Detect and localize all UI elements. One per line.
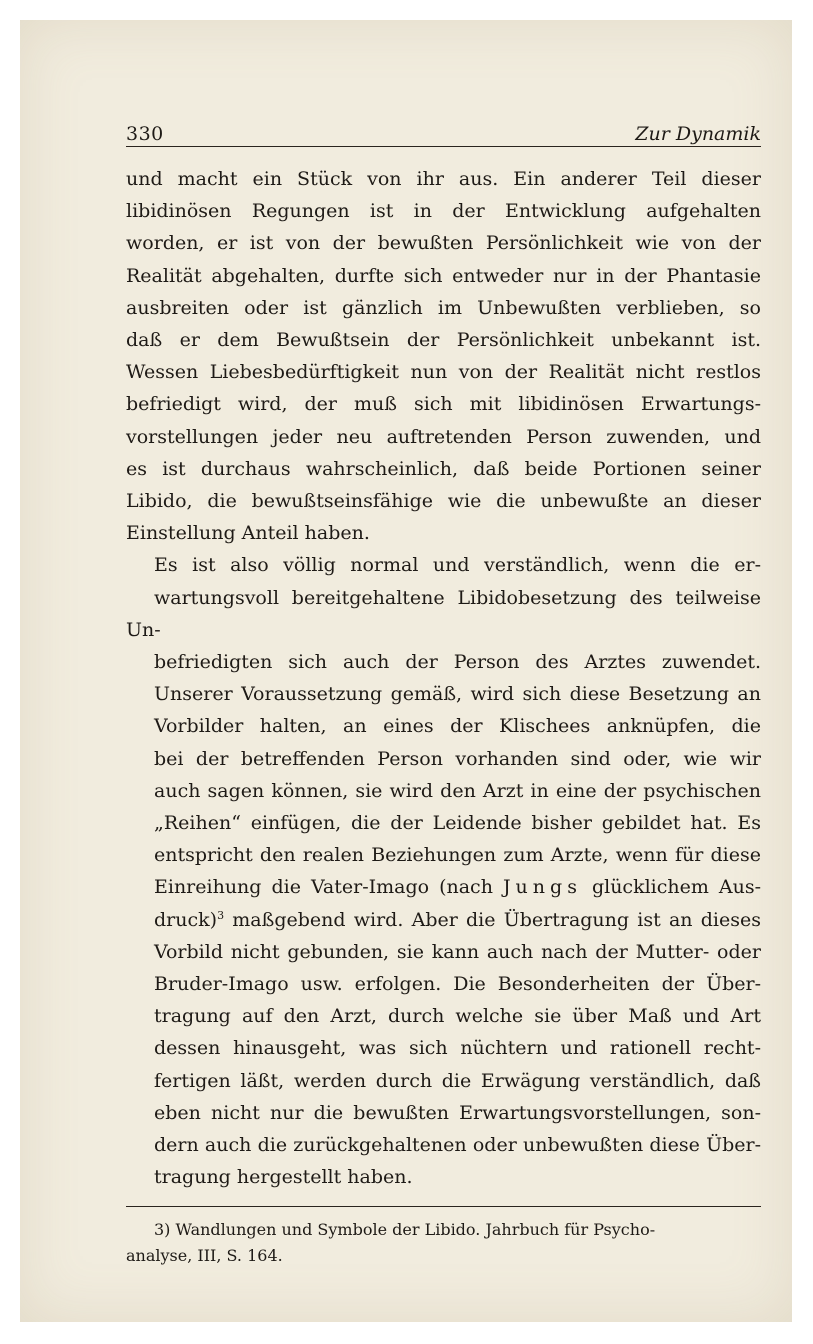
footnote-line: analyse, III, S. 164. bbox=[126, 1245, 283, 1265]
text-line: es ist durchaus wahrscheinlich, daß beide Portionen seiner bbox=[126, 457, 761, 480]
text-line: daß er dem Bewußtsein der Persönlichkeit unbekannt ist. bbox=[126, 329, 761, 352]
text-line: wartungsvoll bereitgehaltene Libidobesetzung des teilweise Un- bbox=[126, 586, 761, 641]
text-line: Es ist also völlig normal und verständlich, wenn die er- bbox=[154, 554, 761, 577]
text-line: Vorbilder halten, an eines der Klischees anknüpfen, die bbox=[154, 715, 761, 738]
text-line: tragung auf den Arzt, durch welche sie über Maß und Art bbox=[154, 1005, 761, 1028]
body-text bbox=[126, 163, 761, 1194]
text-line: befriedigten sich auch der Person des Arztes zuwendet. bbox=[154, 651, 761, 674]
text-line: libidinösen Regungen ist in der Entwicklung aufgehalten bbox=[126, 200, 761, 223]
text-line: Wessen Liebesbedürftigkeit nun von der Realität nicht restlos bbox=[126, 361, 761, 384]
footnote-rule bbox=[126, 1206, 761, 1207]
text-line: fertigen läßt, werden durch die Erwägung verständlich, daß bbox=[154, 1069, 761, 1092]
scanned-page bbox=[20, 20, 792, 1322]
page-number: 330 bbox=[126, 123, 164, 145]
text-line: Libido, die bewußtseinsfähige wie die unbewußte an dieser bbox=[126, 490, 761, 513]
text-line: entspricht den realen Beziehungen zum Arzte, wenn für diese bbox=[154, 844, 761, 867]
text-line: dern auch die zurückgehaltenen oder unbewußten diese Über- bbox=[154, 1134, 761, 1157]
text-line: Vorbild nicht gebunden, sie kann auch nach der Mutter- oder bbox=[154, 940, 761, 963]
text-line: vorstellungen jeder neu auftretenden Person zuwenden, und bbox=[126, 425, 761, 448]
header-rule bbox=[126, 146, 761, 147]
text-line bbox=[126, 904, 761, 936]
text-line bbox=[126, 871, 761, 903]
text-segment: Einreihung die Vater-Imago (nach bbox=[154, 876, 503, 899]
book-page bbox=[126, 116, 761, 1269]
footnote-reference: 3 bbox=[217, 908, 225, 922]
text-line: tragung hergestellt haben. bbox=[154, 1166, 413, 1189]
text-line: und macht ein Stück von ihr aus. Ein anderer Teil dieser bbox=[126, 168, 761, 190]
running-title: Zur Dynamik bbox=[635, 123, 761, 145]
text-line: „Reihen“ einfügen, die der Leidende bisher gebildet hat. Es bbox=[154, 812, 761, 835]
text-line: Einstellung Anteil haben. bbox=[126, 522, 370, 545]
text-line: ausbreiten oder ist gänzlich im Unbewußten verblieben, so bbox=[126, 296, 761, 319]
text-segment: maßgebend wird. Aber die Übertragung ist an dieses bbox=[224, 908, 761, 931]
text-segment: druck) bbox=[154, 908, 218, 931]
spaced-author-name: Jungs bbox=[502, 876, 582, 899]
text-line: Realität abgehalten, durfte sich entweder nur in der Phantasie bbox=[126, 264, 761, 287]
text-line: Unserer Voraussetzung gemäß, wird sich diese Besetzung an bbox=[154, 683, 761, 706]
text-line: worden, er ist von der bewußten Persönlichkeit wie von der bbox=[126, 232, 761, 255]
footnote bbox=[126, 1217, 761, 1269]
paragraph-2 bbox=[126, 549, 761, 1193]
text-line: dessen hinausgeht, was sich nüchtern und rationell recht- bbox=[154, 1037, 761, 1060]
text-segment: glücklichem Aus- bbox=[581, 876, 761, 899]
text-line: bei der betreffenden Person vorhanden sind oder, wie wir bbox=[154, 747, 761, 770]
paragraph-1 bbox=[126, 163, 761, 549]
footnote-line: 3) Wandlungen und Symbole der Libido. Jahrbuch für Psycho- bbox=[154, 1219, 656, 1239]
text-line: auch sagen können, sie wird den Arzt in eine der psychischen bbox=[154, 779, 761, 802]
text-line: Bruder-Imago usw. erfolgen. Die Besonderheiten der Über- bbox=[154, 973, 761, 996]
page-header bbox=[126, 116, 761, 148]
text-line: eben nicht nur die bewußten Erwartungsvorstellungen, son- bbox=[154, 1101, 761, 1124]
text-line: befriedigt wird, der muß sich mit libidinösen Erwartungs- bbox=[126, 393, 761, 416]
